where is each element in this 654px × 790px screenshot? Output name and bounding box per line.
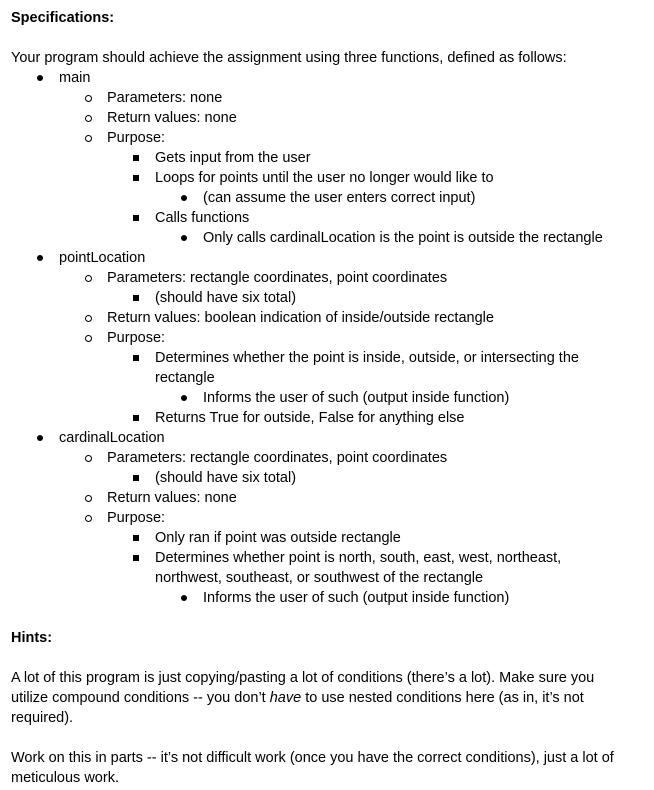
bullet-square-icon (133, 415, 139, 421)
list-item (0, 288, 654, 308)
main-calls-functions: Calls functions (155, 210, 250, 226)
main-purpose: Purpose: (107, 130, 166, 146)
list-item (0, 528, 654, 548)
list-item (0, 128, 654, 148)
hints-emphasis: have (269, 690, 302, 706)
bullet-disc-icon (37, 75, 43, 81)
bullet-disc-icon (181, 395, 187, 401)
hints-paragraph-1-line-2 (11, 688, 584, 708)
list-item-main (0, 68, 654, 88)
list-item (0, 388, 654, 408)
list-item (0, 548, 654, 568)
pointlocation-returns: Returns True for outside, False for anything else (155, 410, 465, 426)
bullet-circle-icon (85, 135, 92, 142)
list-item (0, 168, 654, 188)
pointlocation-determines-cont: rectangle (155, 370, 215, 386)
cardinallocation-determines: Determines whether point is north, south, east, west, northeast, (155, 550, 562, 566)
bullet-square-icon (133, 555, 139, 561)
bullet-square-icon (133, 295, 139, 301)
list-item (0, 208, 654, 228)
main-assume: (can assume the user enters correct input) (203, 190, 476, 206)
cardinallocation-parameters: Parameters: rectangle coordinates, point coordinates (107, 450, 448, 466)
cardinallocation-six-total: (should have six total) (155, 470, 297, 486)
list-item (0, 488, 654, 508)
paragraph-line (0, 708, 654, 728)
list-item (0, 188, 654, 208)
list-item (0, 228, 654, 248)
bullet-square-icon (133, 175, 139, 181)
specifications-heading: Specifications: (11, 10, 115, 26)
main-only-calls: Only calls cardinalLocation is the point is outside the rectangle (203, 230, 603, 246)
bullet-circle-icon (85, 115, 92, 122)
list-item (0, 468, 654, 488)
bullet-disc-icon (181, 235, 187, 241)
bullet-square-icon (133, 475, 139, 481)
hints-paragraph-1-line-3: required). (11, 710, 74, 726)
list-item (0, 328, 654, 348)
bullet-disc-icon (37, 435, 43, 441)
list-item (0, 148, 654, 168)
bullet-circle-icon (85, 515, 92, 522)
list-item-cardinallocation (0, 428, 654, 448)
list-item (0, 448, 654, 468)
intro-text: Your program should achieve the assignment using three functions, defined as follows: (11, 50, 567, 66)
main-return-values: Return values: none (107, 110, 237, 126)
paragraph-line (0, 768, 654, 788)
pointlocation-informs: Informs the user of such (output inside function) (203, 390, 510, 406)
list-item (0, 508, 654, 528)
list-item-continuation (0, 368, 654, 388)
bullet-circle-icon (85, 315, 92, 322)
hints-heading: Hints: (11, 630, 53, 646)
list-item (0, 408, 654, 428)
hints-paragraph-1-line-1: A lot of this program is just copying/pasting a lot of conditions (there’s a lot). Make sure you (11, 670, 595, 686)
list-item (0, 108, 654, 128)
bullet-circle-icon (85, 495, 92, 502)
paragraph-line (0, 688, 654, 708)
list-item (0, 268, 654, 288)
bullet-disc-icon (181, 195, 187, 201)
hints-text-part: to use nested conditions here (as in, it’s not (301, 690, 584, 706)
specifications-heading-line (0, 8, 654, 28)
bullet-disc-icon (181, 595, 187, 601)
paragraph-line (0, 668, 654, 688)
bullet-square-icon (133, 215, 139, 221)
cardinallocation-purpose: Purpose: (107, 510, 166, 526)
list-item (0, 308, 654, 328)
bullet-circle-icon (85, 95, 92, 102)
list-item (0, 88, 654, 108)
function-name-cardinallocation: cardinalLocation (59, 430, 165, 446)
bullet-disc-icon (37, 255, 43, 261)
bullet-circle-icon (85, 275, 92, 282)
list-item (0, 348, 654, 368)
main-loops: Loops for points until the user no longer would like to (155, 170, 494, 186)
pointlocation-return-values: Return values: boolean indication of inside/outside rectangle (107, 310, 494, 326)
bullet-circle-icon (85, 335, 92, 342)
pointlocation-six-total: (should have six total) (155, 290, 297, 306)
pointlocation-purpose: Purpose: (107, 330, 166, 346)
bullet-square-icon (133, 535, 139, 541)
hints-paragraph-2-line-2: meticulous work. (11, 770, 119, 786)
hints-text-part: utilize compound conditions -- you don’t (11, 690, 270, 706)
list-item-pointlocation (0, 248, 654, 268)
cardinallocation-return-values: Return values: none (107, 490, 237, 506)
main-gets-input: Gets input from the user (155, 150, 311, 166)
cardinallocation-informs: Informs the user of such (output inside function) (203, 590, 510, 606)
function-name-pointlocation: pointLocation (59, 250, 146, 266)
bullet-square-icon (133, 155, 139, 161)
main-parameters: Parameters: none (107, 90, 223, 106)
list-item (0, 588, 654, 608)
cardinallocation-determines-cont: northwest, southeast, or southwest of the rectangle (155, 570, 484, 586)
hints-heading-line (0, 628, 654, 648)
pointlocation-parameters: Parameters: rectangle coordinates, point coordinates (107, 270, 448, 286)
bullet-circle-icon (85, 455, 92, 462)
cardinallocation-only-ran: Only ran if point was outside rectangle (155, 530, 401, 546)
paragraph-line (0, 748, 654, 768)
function-name-main: main (59, 70, 91, 86)
list-item-continuation (0, 568, 654, 588)
intro-line (0, 48, 654, 68)
bullet-square-icon (133, 355, 139, 361)
pointlocation-determines: Determines whether the point is inside, outside, or intersecting the (155, 350, 579, 366)
hints-paragraph-2-line-1: Work on this in parts -- it’s not difficult work (once you have the correct conditions), just a lot of (11, 750, 614, 766)
